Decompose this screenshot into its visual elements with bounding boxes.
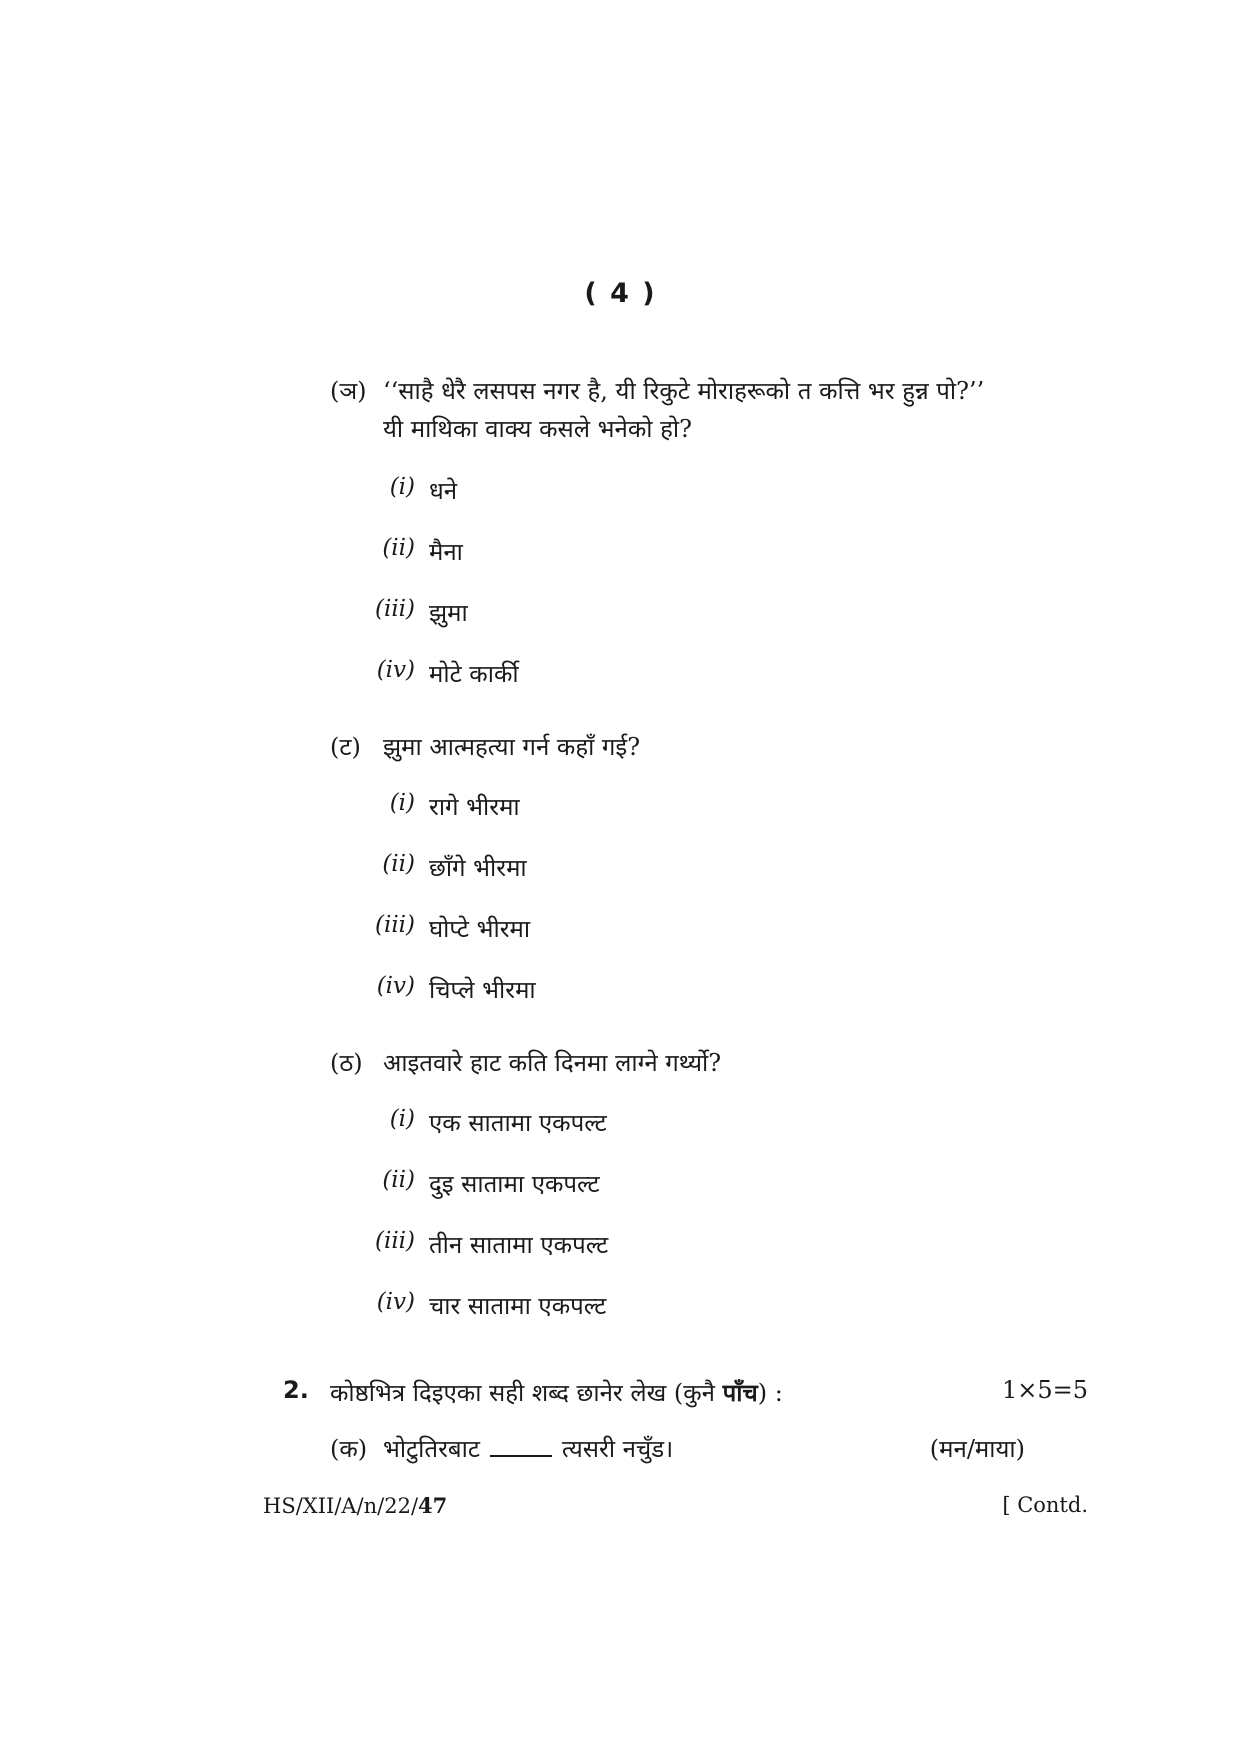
paper-code-prefix: HS/XII/A/n/22/ bbox=[263, 1494, 419, 1518]
paper-code-number: 47 bbox=[418, 1493, 448, 1518]
option-number: (iii) bbox=[374, 912, 415, 938]
option-number: (ii) bbox=[382, 851, 415, 877]
question-text: ‘‘साहै धेरै लसपस नगर है, यी रिकुटे मोराहरूको त कत्ति भर हुन्न पो?’’ bbox=[383, 377, 985, 405]
instruction-emphasis: पाँच bbox=[722, 1378, 758, 1407]
option-text: तीन सातामा एकपल्ट bbox=[429, 1231, 609, 1259]
question-text: आइतवारे हाट कति दिनमा लाग्ने गर्थ्यो? bbox=[383, 1049, 722, 1077]
option-number: (i) bbox=[389, 790, 415, 816]
question-number: 2. bbox=[283, 1376, 309, 1404]
marks-allocation: 1×5=5 bbox=[1001, 1376, 1088, 1404]
continued-note: [ Contd. bbox=[1002, 1493, 1088, 1517]
item-text: त्यसरी नचुँड। bbox=[561, 1435, 674, 1463]
instruction-text: कोष्ठभित्र दिइएका सही शब्द छानेर लेख (कुनै bbox=[330, 1379, 715, 1407]
word-choices: (मन/माया) bbox=[929, 1435, 1025, 1463]
option-number: (i) bbox=[389, 1106, 415, 1132]
option-number: (iv) bbox=[376, 1289, 415, 1315]
question-label: (ट) bbox=[330, 733, 361, 761]
option-number: (ii) bbox=[382, 535, 415, 561]
blank-line bbox=[490, 1437, 552, 1457]
option-text: चार सातामा एकपल्ट bbox=[429, 1292, 607, 1320]
option-number: (i) bbox=[389, 474, 415, 500]
option-text: चिप्ले भीरमा bbox=[429, 976, 536, 1004]
item-text: भोटुतिरबाट bbox=[383, 1435, 480, 1463]
option-number: (iv) bbox=[376, 973, 415, 999]
option-text: दुइ सातामा एकपल्ट bbox=[429, 1170, 600, 1198]
option-text: धने bbox=[429, 477, 458, 505]
option-text: छाँगे भीरमा bbox=[429, 854, 527, 882]
option-number: (iv) bbox=[376, 657, 415, 683]
paper-code bbox=[263, 1493, 447, 1518]
question-text: यी माथिका वाक्य कसले भनेको हो? bbox=[383, 415, 692, 443]
question-label: (ञ) bbox=[330, 377, 367, 405]
option-number: (iii) bbox=[374, 1228, 415, 1254]
fill-blank-item bbox=[383, 1432, 673, 1465]
option-text: एक सातामा एकपल्ट bbox=[429, 1109, 607, 1137]
question-label: (ठ) bbox=[330, 1049, 363, 1077]
instruction-text-end: ) : bbox=[757, 1379, 783, 1407]
page-number: ( 4 ) bbox=[584, 278, 657, 309]
question-text: झुमा आत्महत्या गर्न कहाँ गई? bbox=[383, 733, 641, 761]
item-label: (क) bbox=[330, 1435, 368, 1463]
option-text: मैना bbox=[429, 538, 463, 566]
option-number: (iii) bbox=[374, 596, 415, 622]
option-text: मोटे कार्की bbox=[429, 660, 519, 688]
option-text: रागे भीरमा bbox=[429, 793, 520, 821]
option-text: घोप्टे भीरमा bbox=[429, 915, 531, 943]
option-number: (ii) bbox=[382, 1167, 415, 1193]
question-2-instruction bbox=[330, 1376, 783, 1409]
option-text: झुमा bbox=[429, 599, 468, 627]
